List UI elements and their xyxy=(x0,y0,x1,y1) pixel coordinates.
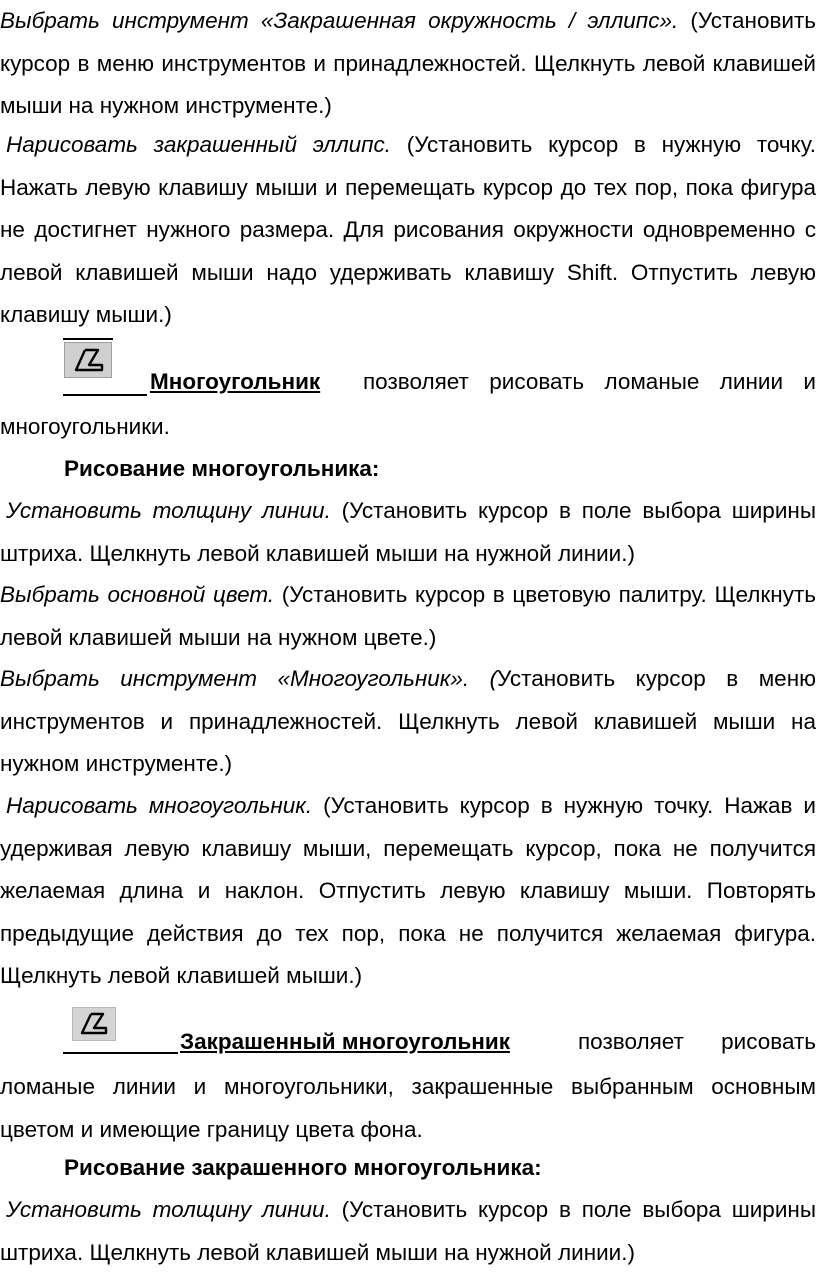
step-text: (Установить курсор в нужную точку. Нажать левую клавишу мыши и перемещать курсор до тех пор, пока фигура не достигнет нужного размера. Для рисования окружности одновременно с левой клавишей мыши надо удерживать клавишу Shift. Отпустить левую клавишу мыши.) xyxy=(0,132,816,327)
step-text: (Установить курсор в поле выбора ширины штриха. Щелкнуть левой клавишей мыши на нужной линии.) xyxy=(0,1197,816,1265)
filled-polygon-tool-desc: позволяет рисовать xyxy=(578,1029,816,1054)
polygon-step-select-tool xyxy=(0,658,816,786)
step-italic: Установить толщину линии. xyxy=(6,1197,331,1222)
polygon-tool-row xyxy=(0,340,816,394)
step-text: (Установить курсор в меню инструментов и принадлежностей. Щелкнуть левой клавишей мыши на нужном инструменте.) xyxy=(0,8,816,118)
polygon-step-line-width xyxy=(0,490,816,575)
polygon-tool-desc: позволяет рисовать ломаные линии и xyxy=(363,369,816,394)
polygon-tool-desc-cont: многоугольники. xyxy=(0,414,170,439)
step-italic: Выбрать инструмент «Закрашенная окружность / эллипс». xyxy=(0,8,679,33)
tool-underline-rule xyxy=(63,394,147,396)
filled-polygon-tool-icon xyxy=(72,1007,116,1041)
filled-polygon-step-line-width xyxy=(0,1189,816,1274)
step-text: (Установить курсор в цветовую палитру. Щелкнуть левой клавишей мыши на нужном цвете.) xyxy=(0,582,816,650)
filled-polygon-tool-row xyxy=(0,1005,816,1054)
step-text: (Установить курсор в нужную точку. Нажав и удерживая левую клавишу мыши, перемещать курсор, пока не получится желаемая длина и наклон. Отпустить левую клавишу мыши. Повторять предыдущие действия до тех пор, пока не получится желаемая фигура. Щелкнуть левой клавишей мыши.) xyxy=(0,793,816,988)
step-italic: Выбрать основной цвет. xyxy=(0,582,275,607)
polygon-step-draw xyxy=(0,785,816,998)
step-select-filled-ellipse xyxy=(0,0,816,128)
polygon-step-color xyxy=(0,574,816,659)
step-text: (Установить курсор в поле выбора ширины штриха. Щелкнуть левой клавишей мыши на нужной линии.) xyxy=(0,498,816,566)
filled-polygon-tool-desc-cont: ломаные линии и многоугольники, закрашенные выбранным основным цветом и имеющие границу цвета фона. xyxy=(0,1074,816,1142)
filled-polygon-tool-name: Закрашенный многоугольник xyxy=(180,1029,510,1054)
tool-underline-rule xyxy=(63,1052,178,1054)
step-italic: Нарисовать многоугольник. xyxy=(6,793,313,818)
step-draw-filled-ellipse xyxy=(0,124,816,337)
step-italic: Выбрать инструмент «Многоугольник». ( xyxy=(0,666,498,691)
step-italic: Установить толщину линии. xyxy=(6,498,331,523)
step-italic: Нарисовать закрашенный эллипс. xyxy=(6,132,392,157)
polygon-tool-icon xyxy=(64,342,112,378)
polygon-section-heading: Рисование многоугольника: xyxy=(64,456,380,481)
polygon-tool-name: Многоугольник xyxy=(150,369,321,394)
filled-polygon-section-heading: Рисование закрашенного многоугольника: xyxy=(64,1155,542,1180)
step-text: Установить курсор в меню инструментов и принадлежностей. Щелкнуть левой клавишей мыши на нужном инструменте.) xyxy=(0,666,816,776)
tool-top-rule xyxy=(63,338,113,340)
